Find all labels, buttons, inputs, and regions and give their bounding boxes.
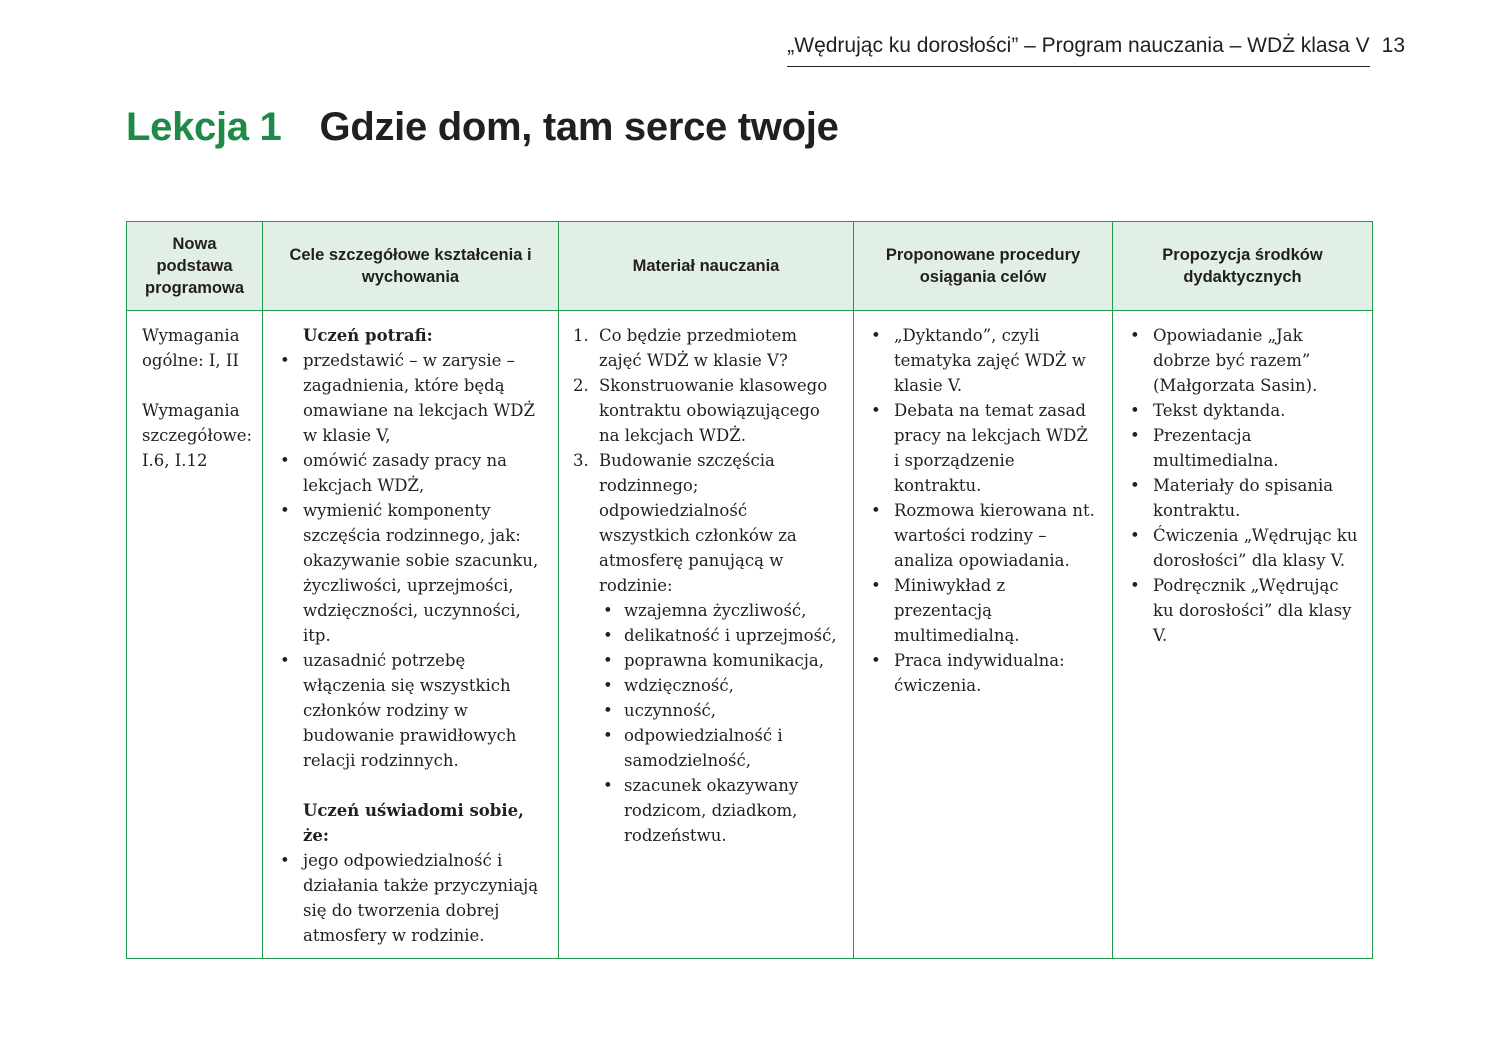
list-item: • Debata na temat zasad pracy na lekcjach WDŻ i sporządzenie kontraktu. <box>868 398 1098 498</box>
list-item: • Rozmowa kierowana nt. wartości rodziny – analiza opowiadania. <box>868 498 1098 573</box>
sublist-item: • delikatność i uprzejmość, <box>599 623 839 648</box>
list-item: • przedstawić – w zarysie – zagadnienia, które będą omawiane na lekcjach WDŻ w klasie V, <box>277 348 544 448</box>
list-item: • wymienić komponenty szczęścia rodzinnego, jak: okazywanie sobie szacunku, życzliwości, uprzejmości, wdzięczności, uczynności, itp. <box>277 498 544 648</box>
sublist-item: • szacunek okazywany rodzicom, dziadkom, rodzeństwu. <box>599 773 839 848</box>
list-item: • jego odpowiedzialność i działania także przyczyniają się do tworzenia dobrej atmosfery w rodzinie. <box>277 848 544 948</box>
header-procedures: Proponowane procedury osiągania celów <box>854 222 1113 311</box>
material-list <box>573 323 839 848</box>
lesson-number: Lekcja 1 <box>126 105 282 149</box>
cell-core-curriculum <box>127 311 263 959</box>
sublist-item: • wdzięczność, <box>599 673 839 698</box>
list-item: • Miniwykład z prezentacją multimedialną. <box>868 573 1098 648</box>
running-head <box>787 34 1405 74</box>
sublist-item: • uczynność, <box>599 698 839 723</box>
lesson-title <box>126 105 839 150</box>
header-teaching-aids: Propozycja środków dydaktycznych <box>1113 222 1373 311</box>
sublist-item: • odpowiedzialność i samodzielność, <box>599 723 839 773</box>
page-number: 13 <box>1381 34 1405 57</box>
table-row <box>127 311 1373 959</box>
cell-procedures <box>854 311 1113 959</box>
list-item: • „Dyktando”, czyli tematyka zajęć WDŻ w klasie V. <box>868 323 1098 398</box>
material-sublist <box>599 598 839 848</box>
list-item: • Opowiadanie „Jak dobrze być razem” (Małgorzata Sasin). <box>1127 323 1358 398</box>
list-item <box>573 373 839 448</box>
aids-list <box>1127 323 1358 648</box>
header-core-curriculum: Nowa podstawa programowa <box>127 222 263 311</box>
header-objectives: Cele szczegółowe kształcenia i wychowania <box>263 222 559 311</box>
cell-teaching-aids <box>1113 311 1373 959</box>
sublist-item: • poprawna komunikacja, <box>599 648 839 673</box>
list-item: • Materiały do spisania kontraktu. <box>1127 473 1358 523</box>
detailed-requirements: Wymagania szczegółowe: I.6, I.12 <box>142 401 253 470</box>
list-item: • Prezentacja multimedialna. <box>1127 423 1358 473</box>
list-item: • Tekst dyktanda. <box>1127 398 1358 423</box>
item-text: Co będzie przedmiotem zajęć WDŻ w klasie V? <box>599 326 798 370</box>
lesson-name: Gdzie dom, tam serce twoje <box>319 105 839 149</box>
list-item: • Ćwiczenia „Wędrując ku dorosłości” dla klasy V. <box>1127 523 1358 573</box>
list-item: • Podręcznik „Wędrując ku dorosłości” dla klasy V. <box>1127 573 1358 648</box>
item-number: 1. <box>573 326 589 345</box>
running-head-title: „Wędrując ku dorosłości” – Program nauczania – WDŻ klasa V <box>787 34 1369 67</box>
table-header-row <box>127 222 1373 311</box>
item-text: Budowanie szczęścia rodzinnego; odpowiedzialność wszystkich członków za atmosferę panującą w rodzinie: <box>599 451 797 595</box>
objectives-list-1 <box>277 348 544 773</box>
list-item <box>573 448 839 848</box>
item-number: 2. <box>573 376 589 395</box>
objectives-lead-2: Uczeń uświadomi sobie, że: <box>303 801 524 845</box>
list-item: • uzasadnić potrzebę włączenia się wszystkich członków rodziny w budowanie prawidłowych relacji rodzinnych. <box>277 648 544 773</box>
lesson-plan-table <box>126 221 1373 959</box>
sublist-item: • wzajemna życzliwość, <box>599 598 839 623</box>
item-text: Skonstruowanie klasowego kontraktu obowiązującego na lekcjach WDŻ. <box>599 376 828 445</box>
list-item: • omówić zasady pracy na lekcjach WDŻ, <box>277 448 544 498</box>
objectives-lead-1: Uczeń potrafi: <box>303 326 433 345</box>
general-requirements: Wymagania ogólne: I, II <box>142 326 240 370</box>
item-number: 3. <box>573 451 589 470</box>
list-item: • Praca indywidualna: ćwiczenia. <box>868 648 1098 698</box>
procedures-list <box>868 323 1098 698</box>
cell-objectives <box>263 311 559 959</box>
list-item <box>573 323 839 373</box>
header-teaching-material: Materiał nauczania <box>559 222 854 311</box>
objectives-list-2 <box>277 848 544 948</box>
cell-teaching-material <box>559 311 854 959</box>
